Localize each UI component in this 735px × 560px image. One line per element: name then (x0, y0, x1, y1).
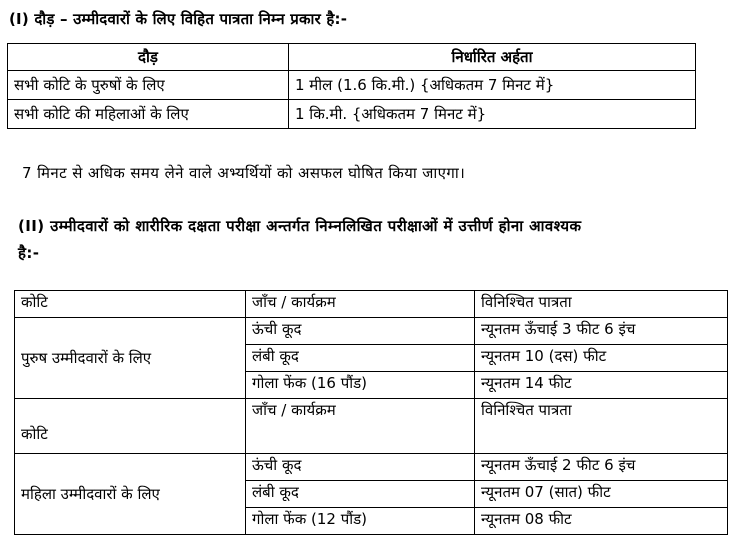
table-header-row (15, 291, 728, 318)
test-name: लंबी कूद (246, 345, 475, 372)
test-requirement: न्यूनतम 14 फीट (475, 372, 728, 399)
row-category: सभी कोटि की महिलाओं के लिए (8, 100, 289, 129)
group-female: महिला उम्मीदवारों के लिए (15, 454, 246, 535)
test-requirement: न्यूनतम 08 फीट (475, 508, 728, 535)
section2-heading-line1: (II) उम्मीदवारों को शारीरिक दक्षता परीक्षा अन्तर्गत निम्नलिखित परीक्षाओं में उत्तीर्ण होना आवश्यक (18, 217, 582, 235)
test-name: ऊंची कूद (246, 454, 475, 481)
header-eligibility: विनिश्चित पात्रता (475, 399, 728, 454)
table-header-row (15, 399, 728, 454)
test-name: गोला फेंक (16 पौंड) (246, 372, 475, 399)
test-name: गोला फेंक (12 पौंड) (246, 508, 475, 535)
table-row (8, 71, 696, 100)
header-test: जाँच / कार्यक्रम (246, 291, 475, 318)
section2-heading-line2: है:- (18, 244, 40, 262)
test-requirement: न्यूनतम ऊँचाई 3 फीट 6 इंच (475, 318, 728, 345)
test-requirement: न्यूनतम ऊँचाई 2 फीट 6 इंच (475, 454, 728, 481)
table-row (15, 318, 728, 345)
group-male: पुरुष उम्मीदवारों के लिए (15, 318, 246, 399)
test-name: लंबी कूद (246, 481, 475, 508)
header-eligibility: विनिश्चित पात्रता (475, 291, 728, 318)
header-category: कोटि (15, 399, 246, 454)
header-eligibility: निर्धारित अर्हता (289, 44, 696, 71)
row-requirement: 1 मील (1.6 कि.मी.) {अधिकतम 7 मिनट में} (289, 71, 696, 100)
test-requirement: न्यूनतम 10 (दस) फीट (475, 345, 728, 372)
header-race: दौड़ (8, 44, 289, 71)
table-row (15, 454, 728, 481)
fail-note: 7 मिनट से अधिक समय लेने वाले अभ्यर्थियों को असफल घोषित किया जाएगा। (22, 164, 466, 182)
test-name: ऊंची कूद (246, 318, 475, 345)
section1-heading: (I) दौड़ – उम्मीदवारों के लिए विहित पात्रता निम्न प्रकार है:- (9, 10, 348, 28)
table-row (8, 100, 696, 129)
test-requirement: न्यूनतम 07 (सात) फीट (475, 481, 728, 508)
header-category: कोटि (15, 291, 246, 318)
row-category: सभी कोटि के पुरुषों के लिए (8, 71, 289, 100)
row-requirement: 1 कि.मी. {अधिकतम 7 मिनट में} (289, 100, 696, 129)
header-test: जाँच / कार्यक्रम (246, 399, 475, 454)
physical-test-table (14, 290, 728, 535)
table-header-row (8, 44, 696, 71)
race-eligibility-table (7, 43, 696, 129)
